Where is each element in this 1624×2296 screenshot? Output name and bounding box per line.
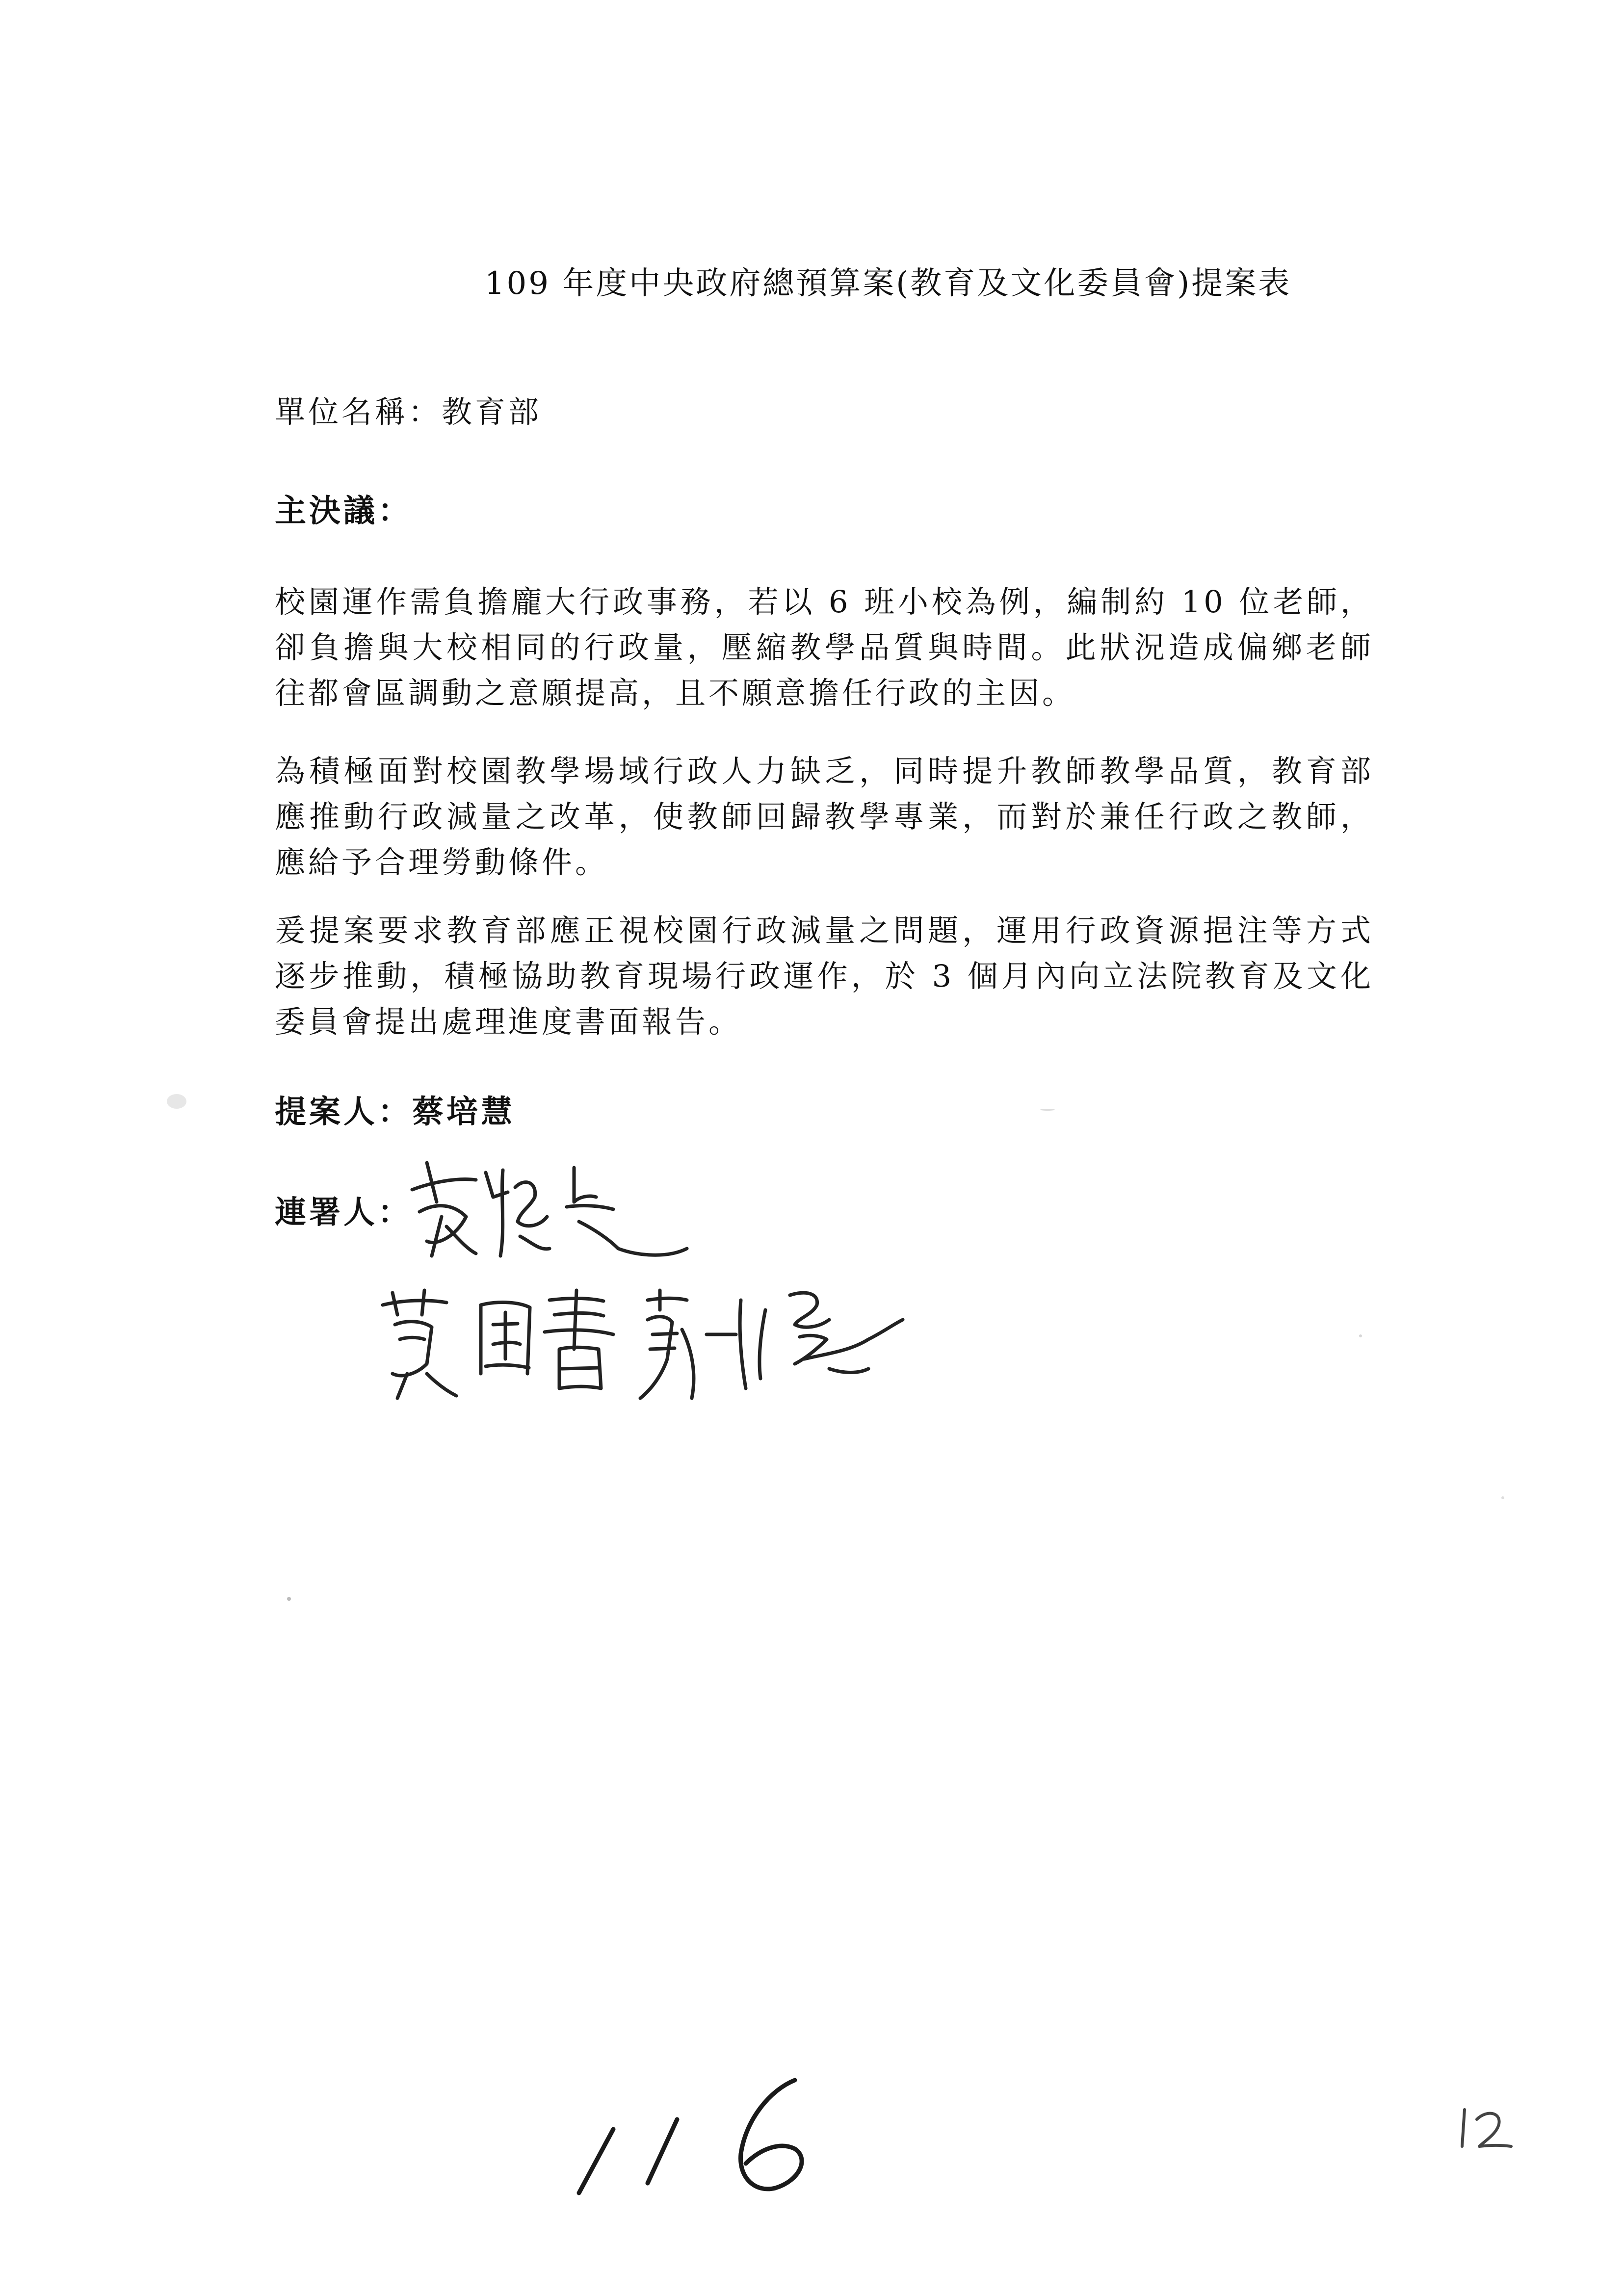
resolution-paragraph-3: 爰提案要求教育部應正視校園行政減量之問題，運用行政資源挹注等方式逐步推動，積極協助教育現場行政運作，於 3 個月內向立法院教育及文化委員會提出處理進度書面報告。 — [275, 913, 1374, 1040]
handwritten-page-number — [564, 2061, 839, 2208]
scan-speck — [167, 1094, 186, 1109]
unit-label: 單位名稱： — [275, 394, 442, 430]
main-resolution-heading: 主決議： — [275, 493, 412, 529]
handwritten-signatures — [373, 1143, 1011, 1418]
signature-2 — [383, 1290, 613, 1398]
signature-3 — [640, 1290, 903, 1398]
scan-speck — [287, 1597, 291, 1601]
scan-speck — [1501, 1496, 1504, 1499]
unit-name: 教育部 — [442, 394, 542, 430]
document-title: 109 年度中央政府總預算案(教育及文化委員會)提案表 — [484, 265, 1292, 302]
proposer-line — [275, 1087, 515, 1132]
unit-line — [275, 388, 542, 431]
proposer-name: 蔡培慧 — [412, 1094, 515, 1130]
signature-1 — [412, 1163, 687, 1256]
handwritten-corner-mark — [1452, 2100, 1516, 2159]
resolution-paragraph-2: 為積極面對校園教學場域行政人力缺乏，同時提升教師教學品質，教育部應推動行政減量之改革，使教師回歸教學專業，而對於兼任行政之教師，應給予合理勞動條件。 — [275, 753, 1374, 880]
scan-speck — [1359, 1334, 1362, 1337]
proposer-label: 提案人： — [275, 1094, 412, 1130]
scan-speck — [1040, 1109, 1055, 1111]
resolution-paragraph-1: 校園運作需負擔龐大行政事務，若以 6 班小校為例，編制約 10 位老師，卻負擔與大校相同的行政量，壓縮教學品質與時間。此狀況造成偏鄉老師往都會區調動之意願提高，且不願意擔任行政的主因。 — [275, 584, 1374, 711]
cosigners-label: 連署人： — [275, 1195, 412, 1231]
